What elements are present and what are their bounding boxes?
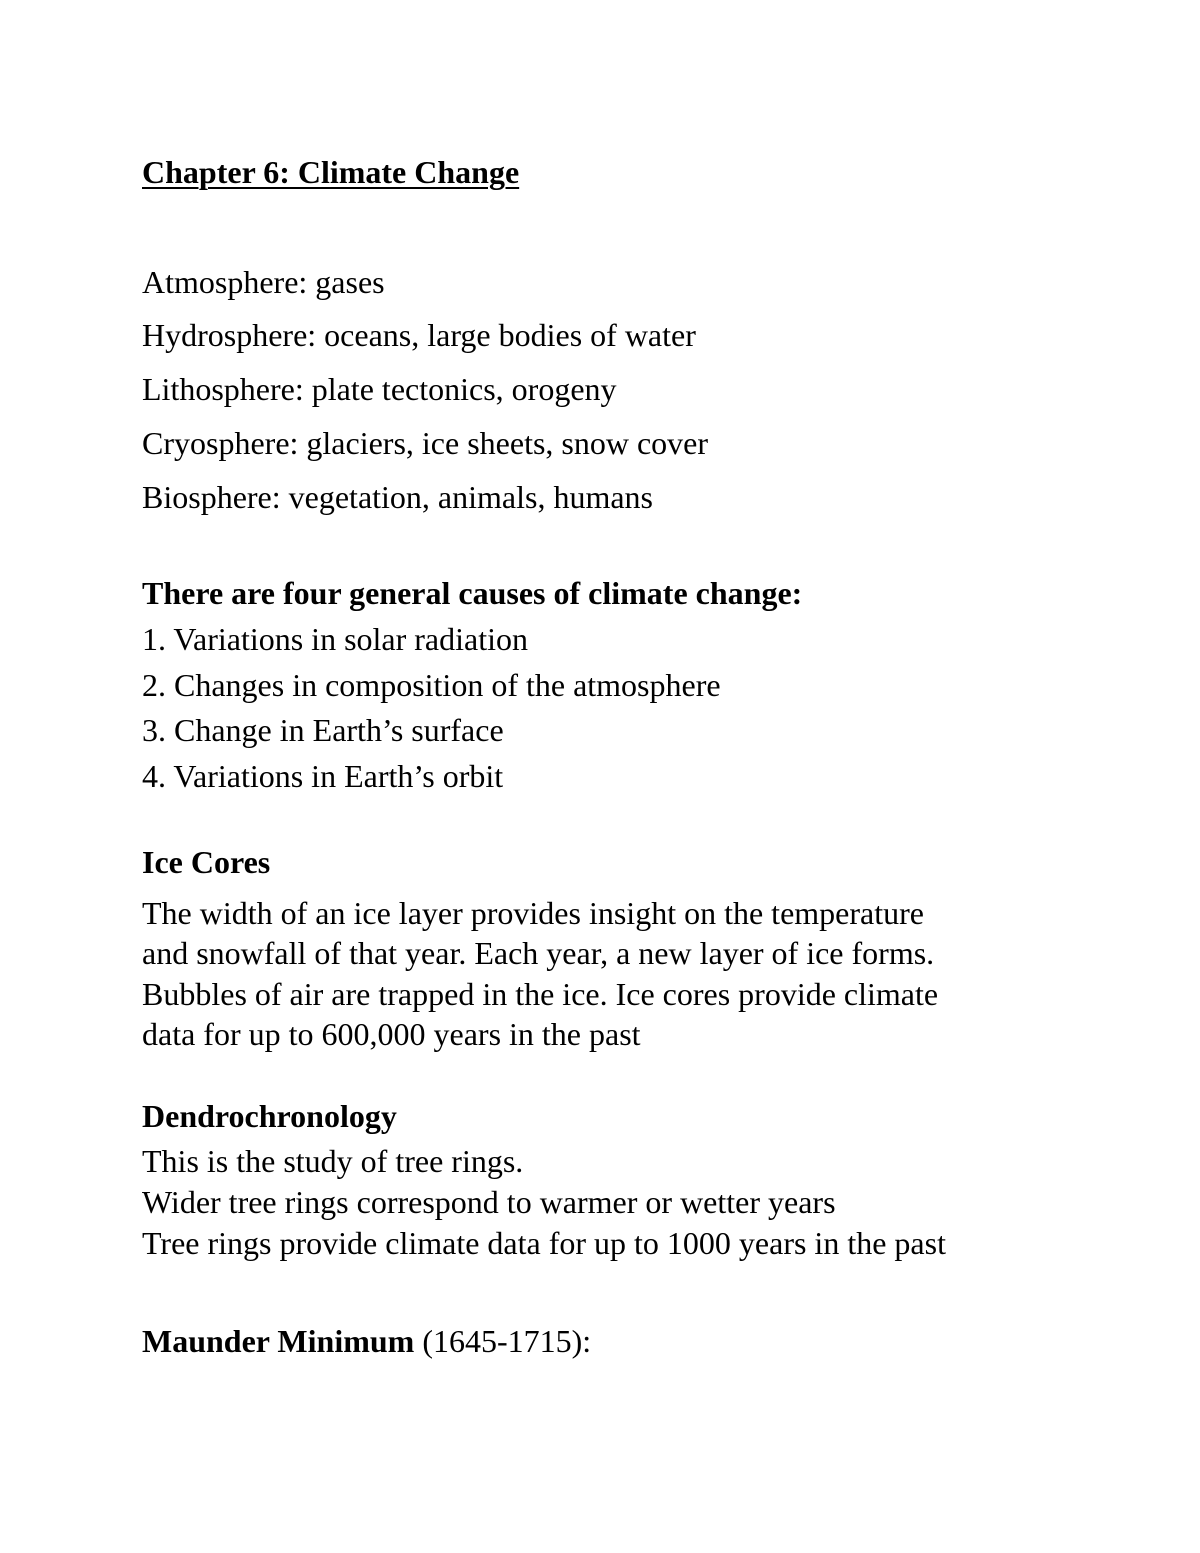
- dendro-heading: Dendrochronology: [142, 1098, 397, 1134]
- sphere-lithosphere: Lithosphere: plate tectonics, orogeny: [142, 371, 617, 407]
- maunder-heading: Maunder Minimum: [142, 1323, 415, 1359]
- sphere-cryosphere: Cryosphere: glaciers, ice sheets, snow cover: [142, 425, 709, 461]
- dendro-text: Wider tree rings correspond to warmer or wetter years: [142, 1184, 836, 1220]
- dendro-text: Tree rings provide climate data for up to 1000 years in the past: [142, 1225, 946, 1261]
- ice-cores-heading: Ice Cores: [142, 844, 271, 880]
- maunder-dates: (1645-1715):: [414, 1323, 592, 1359]
- sphere-atmosphere: Atmosphere: gases: [142, 264, 385, 300]
- page-title: Chapter 6: Climate Change: [142, 154, 520, 190]
- ice-cores-text: data for up to 600,000 years in the past: [142, 1016, 641, 1052]
- ice-cores-text: Bubbles of air are trapped in the ice. Ice cores provide climate: [142, 976, 939, 1012]
- cause-item: 1. Variations in solar radiation: [142, 621, 528, 657]
- maunder-line: [142, 1325, 591, 1357]
- causes-heading: There are four general causes of climate change:: [142, 575, 803, 611]
- ice-cores-text: The width of an ice layer provides insight on the temperature: [142, 895, 924, 931]
- sphere-hydrosphere: Hydrosphere: oceans, large bodies of water: [142, 317, 696, 353]
- cause-item: 3. Change in Earth’s surface: [142, 712, 504, 748]
- dendro-text: This is the study of tree rings.: [142, 1143, 524, 1179]
- sphere-biosphere: Biosphere: vegetation, animals, humans: [142, 479, 653, 515]
- ice-cores-text: and snowfall of that year. Each year, a new layer of ice forms.: [142, 935, 935, 971]
- cause-item: 4. Variations in Earth’s orbit: [142, 758, 504, 794]
- cause-item: 2. Changes in composition of the atmosphere: [142, 667, 721, 703]
